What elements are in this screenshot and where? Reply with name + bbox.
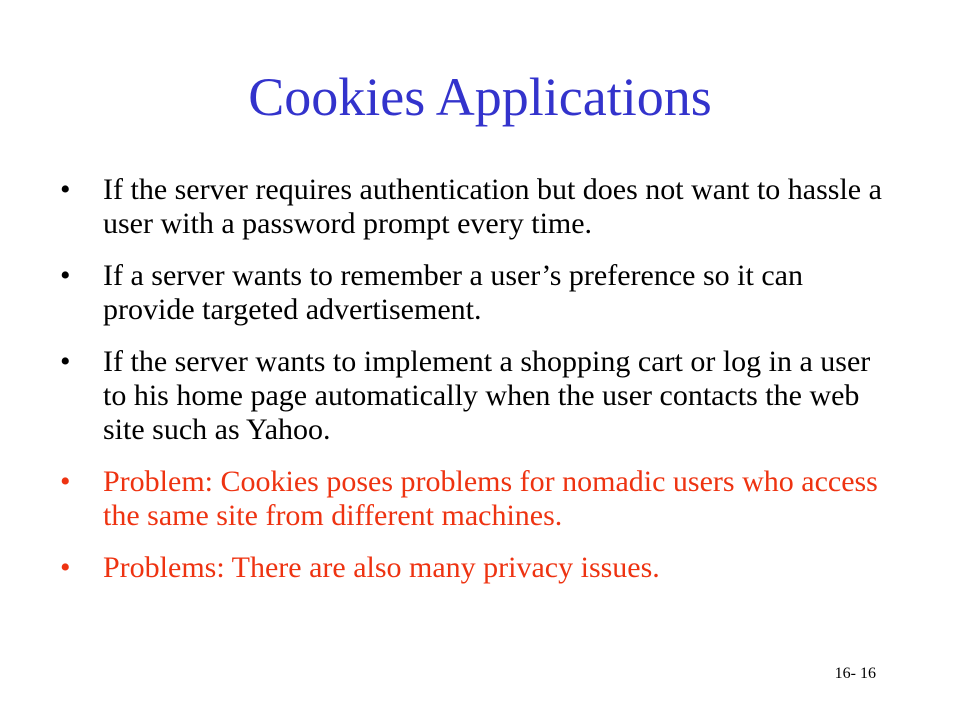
bullet-glyph: • bbox=[60, 173, 71, 206]
bullet-text: Problem: Cookies poses problems for nomadic users who access the same site from different machines. bbox=[103, 465, 878, 532]
bullet-glyph: • bbox=[60, 345, 71, 378]
bullet-text: If the server wants to implement a shopping cart or log in a user to his home page automatically when the user contacts the web site such as Yahoo. bbox=[103, 345, 871, 446]
bullet-text: If a server wants to remember a user’s preference so it can provide targeted advertisement. bbox=[103, 259, 803, 326]
bullet-glyph: • bbox=[60, 551, 71, 584]
bullet-glyph: • bbox=[60, 259, 71, 292]
bullet-item bbox=[60, 259, 900, 327]
bullet-text: If the server requires authentication but does not want to hassle a user with a password prompt every time. bbox=[103, 173, 882, 240]
page-number: 16- 16 bbox=[834, 665, 876, 682]
bullet-glyph: • bbox=[60, 465, 71, 498]
bullet-item bbox=[60, 345, 900, 447]
bullet-list bbox=[60, 173, 900, 603]
bullet-item-problem bbox=[60, 551, 900, 585]
bullet-item bbox=[60, 173, 900, 241]
bullet-item-problem bbox=[60, 465, 900, 533]
bullet-text: Problems: There are also many privacy issues. bbox=[103, 551, 660, 584]
slide-title: Cookies Applications bbox=[248, 67, 712, 127]
